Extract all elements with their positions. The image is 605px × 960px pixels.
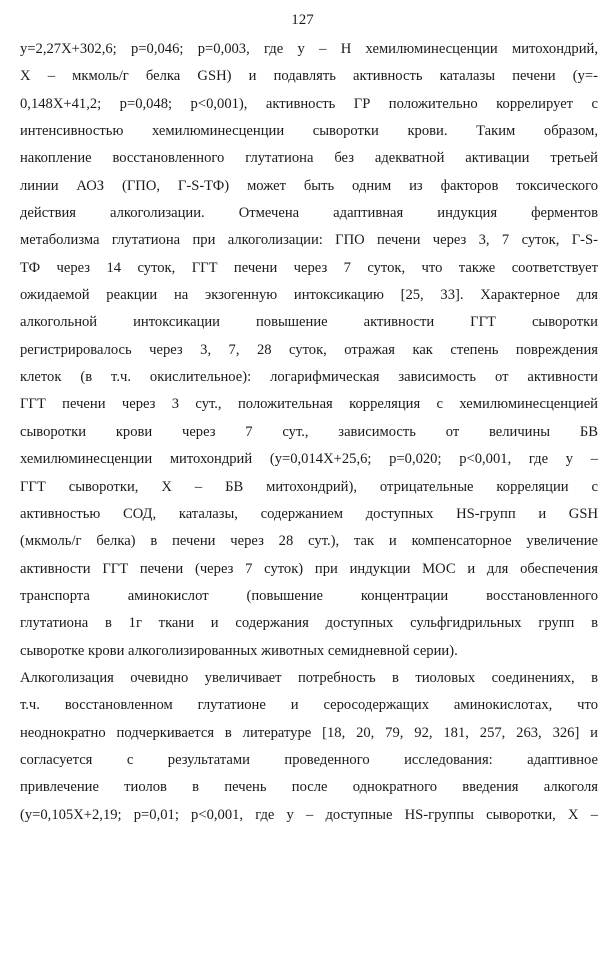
text-line: глутатиона в 1г ткани и содержания доступных сульфгидрильных групп в bbox=[20, 615, 598, 632]
text-line: 0,148Х+41,2; р=0,048; р<0,001), активность ГР положительно коррелирует с bbox=[20, 95, 598, 112]
text-line: клеток (в т.ч. окислительное): логарифмическая зависимость от активности bbox=[20, 369, 598, 386]
text-line: метаболизма глутатиона при алкоголизации: ГПО печени через 3, 7 суток, Г-S- bbox=[20, 232, 598, 249]
text-line: (у=0,105Х+2,19; р=0,01; р<0,001, где у – доступные HS-группы сыворотки, Х – bbox=[20, 806, 598, 823]
text-line: у=2,27Х+302,6; р=0,046; р=0,003, где у – Н хемилюминесценции митохондрий, bbox=[20, 41, 598, 57]
text-line: неоднократно подчеркивается в литературе [18, 20, 79, 92, 181, 257, 263, 326] и bbox=[20, 724, 598, 741]
text-line: Х – мкмоль/г белка GSH) и подавлять активность каталазы печени (у=- bbox=[20, 68, 598, 85]
text-line: алкогольной интоксикации повышение активности ГГТ сыворотки bbox=[20, 314, 598, 331]
text-line: сыворотке крови алкоголизированных животных семидневной серии). bbox=[20, 642, 458, 659]
text-line: (мкмоль/г белка) в печени через 28 сут.), так и компенсаторное увеличение bbox=[20, 533, 598, 550]
text-line: т.ч. восстановленном глутатионе и серосодержащих аминокислотах, что bbox=[20, 697, 598, 714]
text-line: ТФ через 14 суток, ГГТ печени через 7 суток, что также соответствует bbox=[20, 259, 598, 276]
text-line: линии АОЗ (ГПО, Г-S-ТФ) может быть одним из факторов токсического bbox=[20, 177, 598, 194]
text-line: активностью СОД, каталазы, содержанием доступных HS-групп и GSH bbox=[20, 505, 598, 522]
text-line: хемилюминесценции митохондрий (у=0,014Х+25,6; р=0,020; р<0,001, где у – bbox=[20, 451, 598, 468]
text-line: действия алкоголизации. Отмечена адаптивная индукция ферментов bbox=[20, 205, 598, 222]
body-text bbox=[20, 36, 598, 829]
text-line: ожидаемой реакции на экзогенную интоксикацию [25, 33]. Характерное для bbox=[20, 287, 598, 304]
text-line: согласуется с результатами проведенного исследования: адаптивное bbox=[20, 751, 598, 768]
text-line: интенсивностью хемилюминесценции сыворотки крови. Таким образом, bbox=[20, 123, 598, 140]
text-line: ГГТ печени через 3 сут., положительная корреляция с хемилюминесценцией bbox=[20, 396, 598, 413]
text-line: ГГТ сыворотки, Х – БВ митохондрий), отрицательные корреляции с bbox=[20, 478, 598, 495]
text-line: регистрировалось через 3, 7, 28 суток, отражая как степень повреждения bbox=[20, 341, 598, 358]
text-line: Алкоголизация очевидно увеличивает потребность в тиоловых соединениях, в bbox=[20, 669, 598, 686]
text-line: активности ГГТ печени (через 7 суток) при индукции МОС и для обеспечения bbox=[20, 560, 598, 577]
text-line: накопление восстановленного глутатиона без адекватной активации третьей bbox=[20, 150, 598, 167]
text-line: транспорта аминокислот (повышение концентрации восстановленного bbox=[20, 587, 598, 604]
text-line: привлечение тиолов в печень после однократного введения алкоголя bbox=[20, 779, 598, 796]
page-number: 127 bbox=[291, 12, 314, 28]
text-line: сыворотки крови через 7 сут., зависимость от величины БВ bbox=[20, 423, 598, 440]
